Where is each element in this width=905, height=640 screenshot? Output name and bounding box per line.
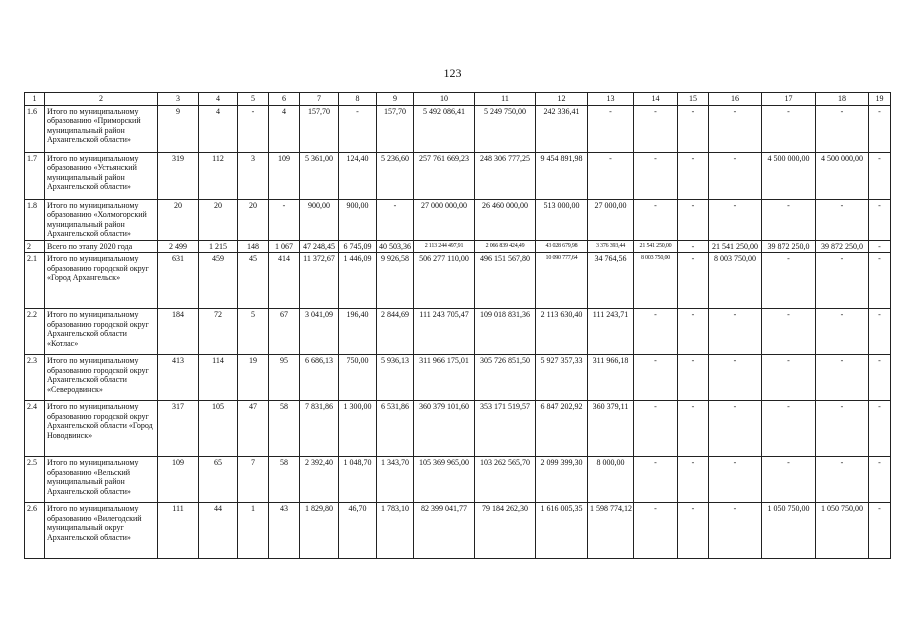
table-cell: 45 [238, 253, 269, 309]
table-cell: - [762, 199, 816, 240]
table-cell: 9 926,58 [377, 253, 414, 309]
data-table [24, 92, 891, 559]
table-cell: 39 872 250,0 [762, 240, 816, 253]
table-cell: 184 [158, 309, 199, 355]
row-name-cell: Итого по муниципальному образованию городской округ Архангельской области «Северодвинск» [45, 355, 158, 401]
table-cell: 319 [158, 152, 199, 199]
row-name-cell: Итого по муниципальному образованию «Вельский муниципальный район Архангельской области» [45, 457, 158, 503]
table-cell: - [816, 401, 869, 457]
table-cell: 513 000,00 [536, 199, 588, 240]
table-row [25, 457, 891, 503]
table-cell: - [709, 199, 762, 240]
table-cell: 21 541 250,00 [709, 240, 762, 253]
table-cell: 1 343,70 [377, 457, 414, 503]
table-cell: 58 [269, 401, 300, 457]
table-cell: - [709, 503, 762, 559]
header-cell: 4 [199, 93, 238, 106]
row-name-cell: Итого по муниципальному образованию «Устьянский муниципальный район Архангельской области» [45, 152, 158, 199]
table-row [25, 253, 891, 309]
table-cell: 1 616 005,35 [536, 503, 588, 559]
table-cell: - [816, 355, 869, 401]
table-cell: 6 847 202,92 [536, 401, 588, 457]
table-cell: 631 [158, 253, 199, 309]
table-row [25, 309, 891, 355]
table-cell: - [678, 355, 709, 401]
table-cell: - [634, 152, 678, 199]
table-row [25, 240, 891, 253]
table-cell: 34 764,56 [588, 253, 634, 309]
table-cell: 157,70 [300, 105, 339, 152]
header-cell: 16 [709, 93, 762, 106]
header-cell: 10 [414, 93, 475, 106]
table-cell: 109 [269, 152, 300, 199]
table-cell: 148 [238, 240, 269, 253]
table-cell: 3 041,09 [300, 309, 339, 355]
header-cell: 17 [762, 93, 816, 106]
row-name-cell: Итого по муниципальному образованию городской округ Архангельской области «Котлас» [45, 309, 158, 355]
table-cell: - [762, 355, 816, 401]
table-cell: 4 [269, 105, 300, 152]
table-cell: 46,70 [339, 503, 377, 559]
table-cell: - [588, 105, 634, 152]
table-cell: 2 499 [158, 240, 199, 253]
table-cell: 82 399 041,77 [414, 503, 475, 559]
table-cell: 242 336,41 [536, 105, 588, 152]
table-cell: 1 050 750,00 [816, 503, 869, 559]
table-cell: 1 [238, 503, 269, 559]
header-cell: 7 [300, 93, 339, 106]
table-cell: 21 541 250,00 [634, 240, 678, 253]
row-number-cell: 2.5 [25, 457, 45, 503]
table-cell: - [678, 401, 709, 457]
header-cell: 15 [678, 93, 709, 106]
table-cell: 2 392,40 [300, 457, 339, 503]
row-number-cell: 2.6 [25, 503, 45, 559]
table-cell: - [709, 105, 762, 152]
table-cell: - [678, 105, 709, 152]
table-cell: 360 379,11 [588, 401, 634, 457]
table-row [25, 503, 891, 559]
table-cell: - [709, 355, 762, 401]
row-number-cell: 1.7 [25, 152, 45, 199]
table-cell: 6 531,86 [377, 401, 414, 457]
header-cell: 18 [816, 93, 869, 106]
table-cell: 112 [199, 152, 238, 199]
table-cell: 5 [238, 309, 269, 355]
table-cell: - [709, 152, 762, 199]
table-cell: - [762, 457, 816, 503]
table-cell: 72 [199, 309, 238, 355]
table-cell: - [816, 199, 869, 240]
table-cell: 1 050 750,00 [762, 503, 816, 559]
header-cell: 1 [25, 93, 45, 106]
row-number-cell: 1.6 [25, 105, 45, 152]
table-cell: - [816, 309, 869, 355]
table-cell: 1 829,80 [300, 503, 339, 559]
table-cell: 311 966 175,01 [414, 355, 475, 401]
row-name-cell: Всего по этапу 2020 года [45, 240, 158, 253]
table-cell: 1 300,00 [339, 401, 377, 457]
table-cell: 900,00 [339, 199, 377, 240]
table-cell: - [377, 199, 414, 240]
table-cell: - [678, 152, 709, 199]
table-cell: 20 [199, 199, 238, 240]
header-cell: 2 [45, 93, 158, 106]
row-number-cell: 2.1 [25, 253, 45, 309]
table-cell: - [816, 253, 869, 309]
table-cell: 27 000 000,00 [414, 199, 475, 240]
header-cell: 5 [238, 93, 269, 106]
table-cell: 413 [158, 355, 199, 401]
table-cell: - [339, 105, 377, 152]
table-cell: 8 000,00 [588, 457, 634, 503]
row-name-cell: Итого по муниципальному образованию городской округ Архангельской области «Город Новодвинск» [45, 401, 158, 457]
table-body [25, 93, 891, 559]
table-cell: 6 745,09 [339, 240, 377, 253]
table-cell: 2 099 399,30 [536, 457, 588, 503]
table-cell: - [678, 199, 709, 240]
table-cell: 20 [238, 199, 269, 240]
table-cell: 47 [238, 401, 269, 457]
table-cell: - [869, 199, 891, 240]
table-cell: - [634, 199, 678, 240]
row-name-cell: Итого по муниципальному образованию «Приморский муниципальный район Архангельской области» [45, 105, 158, 152]
table-cell: - [678, 240, 709, 253]
table-cell: 3 376 393,44 [588, 240, 634, 253]
header-cell: 11 [475, 93, 536, 106]
table-cell: 305 726 851,50 [475, 355, 536, 401]
table-cell: 257 761 669,23 [414, 152, 475, 199]
table-cell: - [238, 105, 269, 152]
table-cell: 353 171 519,57 [475, 401, 536, 457]
table-cell: 27 000,00 [588, 199, 634, 240]
table-cell: 8 003 750,00 [634, 253, 678, 309]
table-cell: - [869, 457, 891, 503]
table-cell: 109 018 831,36 [475, 309, 536, 355]
table-cell: - [269, 199, 300, 240]
table-cell: - [869, 253, 891, 309]
table-cell: 10 090 777,64 [536, 253, 588, 309]
table-cell: 2 113 630,40 [536, 309, 588, 355]
table-cell: 459 [199, 253, 238, 309]
table-cell: 111 [158, 503, 199, 559]
table-cell: 2 113 244 497,91 [414, 240, 475, 253]
table-cell: 5 492 086,41 [414, 105, 475, 152]
table-cell: 105 [199, 401, 238, 457]
table-cell: 317 [158, 401, 199, 457]
table-cell: 7 831,86 [300, 401, 339, 457]
table-cell: 5 361,00 [300, 152, 339, 199]
table-cell: 5 927 357,33 [536, 355, 588, 401]
table-cell: - [588, 152, 634, 199]
table-cell: 4 500 000,00 [816, 152, 869, 199]
table-cell: 311 966,18 [588, 355, 634, 401]
table-cell: 19 [238, 355, 269, 401]
table-cell: - [634, 309, 678, 355]
table-cell: - [816, 105, 869, 152]
row-number-cell: 2 [25, 240, 45, 253]
table-cell: 1 048,70 [339, 457, 377, 503]
table-cell: 496 151 567,80 [475, 253, 536, 309]
table-cell: 95 [269, 355, 300, 401]
table-cell: 58 [269, 457, 300, 503]
table-cell: - [678, 253, 709, 309]
table-cell: - [869, 355, 891, 401]
table-cell: 4 500 000,00 [762, 152, 816, 199]
table-cell: 26 460 000,00 [475, 199, 536, 240]
header-cell: 6 [269, 93, 300, 106]
table-cell: - [869, 309, 891, 355]
table-cell: 8 003 750,00 [709, 253, 762, 309]
table-cell: 109 [158, 457, 199, 503]
header-cell: 3 [158, 93, 199, 106]
table-cell: 750,00 [339, 355, 377, 401]
table-cell: - [634, 355, 678, 401]
table-cell: 2 066 839 424,49 [475, 240, 536, 253]
header-cell: 14 [634, 93, 678, 106]
table-cell: 506 277 110,00 [414, 253, 475, 309]
table-cell: - [762, 253, 816, 309]
table-cell: - [762, 401, 816, 457]
table-row [25, 199, 891, 240]
table-row [25, 355, 891, 401]
table-cell: 105 369 965,00 [414, 457, 475, 503]
table-cell: 124,40 [339, 152, 377, 199]
row-number-cell: 2.2 [25, 309, 45, 355]
header-cell: 13 [588, 93, 634, 106]
table-cell: 39 872 250,0 [816, 240, 869, 253]
table-cell: 248 306 777,25 [475, 152, 536, 199]
table-cell: 111 243 705,47 [414, 309, 475, 355]
table-cell: - [634, 457, 678, 503]
table-cell: - [869, 503, 891, 559]
table-cell: 196,40 [339, 309, 377, 355]
table-cell: 103 262 565,70 [475, 457, 536, 503]
table-cell: - [869, 152, 891, 199]
table-cell: 4 [199, 105, 238, 152]
table-cell: 43 [269, 503, 300, 559]
table-row [25, 152, 891, 199]
table-cell: - [709, 309, 762, 355]
table-cell: - [762, 309, 816, 355]
table-cell: 79 184 262,30 [475, 503, 536, 559]
table-cell: 1 783,10 [377, 503, 414, 559]
table-cell: - [709, 401, 762, 457]
table-cell: 43 028 679,98 [536, 240, 588, 253]
table-cell: - [869, 240, 891, 253]
table-cell: - [634, 401, 678, 457]
table-cell: 111 243,71 [588, 309, 634, 355]
row-number-cell: 1.8 [25, 199, 45, 240]
table-cell: 9 454 891,98 [536, 152, 588, 199]
table-cell: 2 844,69 [377, 309, 414, 355]
header-cell: 19 [869, 93, 891, 106]
table-cell: 900,00 [300, 199, 339, 240]
table-cell: 7 [238, 457, 269, 503]
table-cell: 1 598 774,12 [588, 503, 634, 559]
table-cell: 157,70 [377, 105, 414, 152]
row-number-cell: 2.4 [25, 401, 45, 457]
table-cell: - [869, 401, 891, 457]
table-cell: 40 503,36 [377, 240, 414, 253]
table-cell: 1 215 [199, 240, 238, 253]
table-cell: 1 067 [269, 240, 300, 253]
row-name-cell: Итого по муниципальному образованию городской округ «Город Архангельск» [45, 253, 158, 309]
table-cell: 1 446,09 [339, 253, 377, 309]
table-row [25, 105, 891, 152]
table-cell: - [634, 503, 678, 559]
table-cell: 5 936,13 [377, 355, 414, 401]
header-cell: 9 [377, 93, 414, 106]
table-cell: 5 236,60 [377, 152, 414, 199]
table-cell: 47 248,45 [300, 240, 339, 253]
table-cell: 65 [199, 457, 238, 503]
table-cell: - [678, 503, 709, 559]
table-cell: 20 [158, 199, 199, 240]
row-name-cell: Итого по муниципальному образованию «Вилегодский муниципальный округ Архангельской области» [45, 503, 158, 559]
table-cell: 5 249 750,00 [475, 105, 536, 152]
row-name-cell: Итого по муниципальному образованию «Холмогорский муниципальный район Архангельской области» [45, 199, 158, 240]
page-number: 123 [443, 66, 462, 80]
table-cell: 44 [199, 503, 238, 559]
table-cell: 360 379 101,60 [414, 401, 475, 457]
header-row [25, 93, 891, 106]
table-cell: 67 [269, 309, 300, 355]
table-cell: - [709, 457, 762, 503]
table-cell: 414 [269, 253, 300, 309]
table-cell: - [869, 105, 891, 152]
table-cell: 6 686,13 [300, 355, 339, 401]
header-cell: 12 [536, 93, 588, 106]
table-cell: 9 [158, 105, 199, 152]
table-row [25, 401, 891, 457]
row-number-cell: 2.3 [25, 355, 45, 401]
table-cell: 3 [238, 152, 269, 199]
table-cell: - [816, 457, 869, 503]
table-cell: - [762, 105, 816, 152]
table-cell: 11 372,67 [300, 253, 339, 309]
table-cell: - [678, 457, 709, 503]
table-cell: 114 [199, 355, 238, 401]
table-cell: - [634, 105, 678, 152]
header-cell: 8 [339, 93, 377, 106]
table-cell: - [678, 309, 709, 355]
